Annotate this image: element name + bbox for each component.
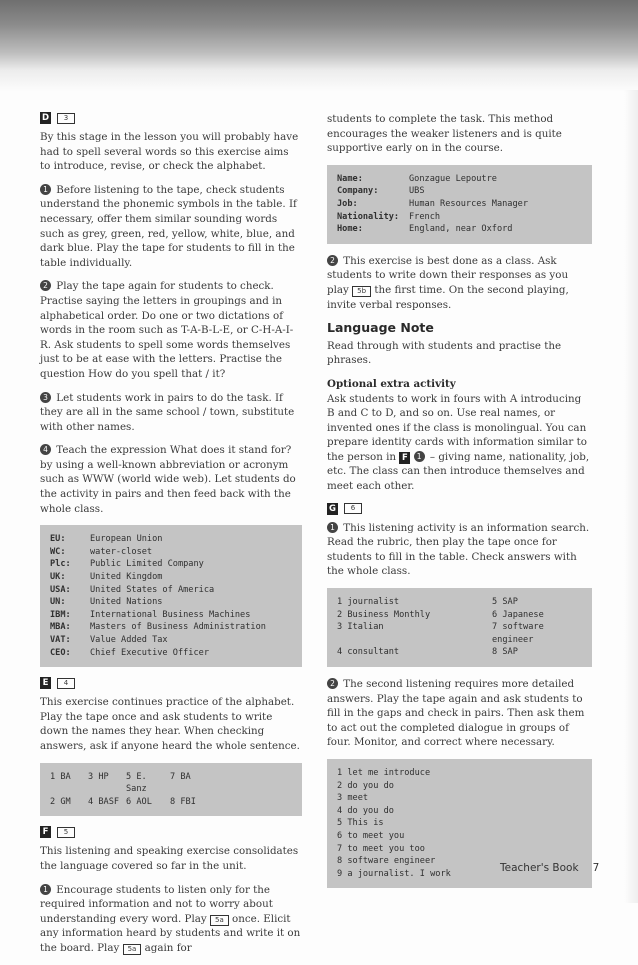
step-number-icon: 1: [414, 451, 425, 462]
section-letter: G: [327, 503, 338, 515]
info-row: Company: UBS: [337, 186, 425, 197]
answer-item: 9 a journalist. I work: [337, 868, 451, 879]
d-step-3: 3 Let students work in pairs to do the task. If they are all in the same school / town, substitute with other names.: [40, 391, 295, 433]
e-answers-box: [40, 763, 302, 817]
answer-item: 1 journalist: [337, 597, 400, 608]
track-icon: 5b: [352, 286, 371, 297]
section-letter: D: [41, 113, 50, 123]
abbr-row: USA: United States of America: [50, 584, 215, 595]
section-d-intro: By this stage in the lesson you will probably have had to spell several words so this exercise aims to introduce, revise, or check the alphabet.: [40, 131, 299, 173]
abbr-row: MBA: Masters of Business Administration: [50, 622, 266, 633]
answer-item: 7 to meet you too: [337, 843, 425, 854]
d-step-2: 2 Play the tape again for students to check. Practise saying the letters in groupings and in alphabetical order. Do one or two dictations of words in the room such as T-A-B-L-E, or C-H-A-I-R. Ask students to spell some words themselves just to be at ease with the letters. Practise the question How do you spell that / it?: [40, 280, 294, 380]
section-e-header: [40, 677, 302, 689]
track-icon: 5: [57, 827, 75, 838]
track-icon: 6: [344, 503, 362, 514]
section-d-header: [40, 112, 302, 124]
answer-item: 7 BA: [170, 771, 191, 782]
step-number-icon: 3: [40, 392, 51, 403]
optional-activity-text: Ask students to work in fours with A introducing B and C to D, and so on. Use real names, or invented ones if the class is monolingual. You can prepare identity cards with information similar to the person in F 1 – giving name, nationality, job, etc. The class can then introduce themselves and meet each other.: [327, 392, 590, 493]
abbr-row: WC: water-closet: [50, 546, 153, 557]
answer-item: 2 do you do: [337, 780, 394, 791]
section-letter: F: [40, 826, 51, 838]
section-f-text: This listening and speaking exercise consolidates the language covered so far in the unit.: [40, 845, 299, 872]
answer-item: 4 do you do: [337, 805, 394, 816]
optional-activity-heading: Optional extra activity: [327, 377, 456, 390]
answer-item: 6 to meet you: [337, 830, 405, 841]
section-f-header: [40, 826, 302, 838]
language-note-heading: Language Note: [327, 320, 434, 336]
info-card-box: [327, 165, 592, 244]
d-step-4: 4 Teach the expression What does it stand for? by using a well-known abbreviation or acronym such as WWW (world wide web). Let students do the activity in pairs and then feed back with the whole class.: [40, 444, 296, 515]
abbr-row: Plc: Public Limited Company: [50, 559, 204, 570]
info-row: Nationality: French: [337, 211, 441, 222]
g-step-1: 1 This listening activity is an information search. Read the rubric, then play the tape once for students to fill in the table. Check answers with the whole class.: [327, 521, 590, 578]
answer-item: 7 software engineer: [492, 622, 544, 645]
answer-item: 8 software engineer: [337, 856, 436, 867]
answer-item: 3 Italian: [337, 622, 384, 633]
track-icon: 5a: [210, 915, 229, 926]
track-icon: 5a: [123, 944, 142, 955]
right-column: [327, 112, 592, 898]
footer-label: Teacher's Book: [500, 862, 579, 874]
info-row: Home: England, near Oxford: [337, 224, 513, 235]
section-e-text: This exercise continues practice of the alphabet. Play the tape once and ask students to write down the names they hear. When checking answers, ask if anyone heard the whole sentence.: [40, 696, 300, 752]
g-answers-box-1: [327, 588, 592, 667]
answer-item: 3 HP: [88, 771, 109, 782]
language-note-text: Read through with students and practise the phrases.: [327, 339, 562, 367]
step-number-icon: 4: [40, 444, 51, 455]
abbr-row: UK: United Kingdom: [50, 572, 163, 583]
step-number-icon: 2: [40, 280, 51, 291]
answer-item: 2 Business Monthly: [337, 609, 431, 620]
section-g-header: [327, 503, 592, 515]
f-step-2: 2 This exercise is best done as a class. Ask students to write down their responses as you play 5b the first time. On the second playing, invite verbal responses.: [327, 254, 569, 311]
section-letter: F: [399, 452, 410, 464]
step-number-icon: 2: [327, 678, 338, 689]
d-step-1: 1 Before listening to the tape, check students understand the phonemic symbols in the table. If necessary, offer them similar sounding words such as grey, green, red, yellow, white, blue, and dark blue. Play the tape for students to fill in the table individually.: [40, 183, 297, 269]
answer-item: 2 GM: [50, 796, 71, 807]
abbr-row: CEO: Chief Executive Officer: [50, 647, 209, 658]
track-icon: 4: [57, 678, 75, 689]
page-number: 7: [592, 862, 600, 874]
step-number-icon: 1: [40, 884, 51, 895]
f-step-1-continued: students to complete the task. This method encourages the weaker listeners and is quite supportive early on in the course.: [327, 113, 562, 155]
section-letter: E: [40, 677, 51, 689]
abbr-row: VAT: Value Added Tax: [50, 635, 168, 645]
answer-item: 5 E. Sanz: [126, 771, 147, 795]
answer-item: 6 Japanese: [492, 609, 544, 620]
info-row: Name: Gonzague Lepoutre: [337, 173, 497, 184]
answer-item: 1 let me introduce: [337, 767, 431, 778]
page-footer: [500, 862, 599, 874]
page-top-shadow: [0, 0, 638, 70]
page-top-fade: [0, 70, 638, 92]
answer-item: 6 AOL: [126, 796, 152, 807]
step-number-icon: 1: [40, 184, 51, 195]
f-step-1: 1 Encourage students to listen only for the required information and not to worry about understanding every word. Play 5a once. Elicit any information heard by students and write it on the board. Play 5a again for: [40, 883, 301, 954]
g-step-2: 2 The second listening requires more detailed answers. Play the tape again and ask students to fill in the gaps and check in pairs. Then ask them to act out the completed dialogue in groups of four. Monitor, and correct where necessary.: [327, 678, 585, 749]
step-number-icon: 2: [327, 255, 338, 266]
answer-item: 5 SAP: [492, 597, 518, 608]
answer-item: 3 meet: [337, 793, 369, 804]
step-number-icon: 1: [327, 522, 338, 533]
answer-item: 5 This is: [337, 818, 384, 829]
abbr-row: EU: European Union: [50, 534, 163, 545]
page-edge-shade: [624, 90, 638, 903]
answer-item: 4 BASF: [88, 796, 120, 807]
track-icon: 3: [57, 113, 75, 124]
answer-item: 4 consultant: [337, 647, 400, 658]
abbr-row: IBM: International Business Machines: [50, 609, 251, 620]
info-row: Job: Human Resources Manager: [337, 198, 528, 209]
answer-item: 8 SAP: [492, 647, 518, 658]
answer-item: 8 FBI: [170, 796, 196, 807]
left-column: [40, 112, 302, 965]
abbreviations-box: [40, 525, 302, 667]
answer-item: 1 BA: [50, 771, 71, 782]
abbr-row: UN: United Nations: [50, 597, 163, 608]
